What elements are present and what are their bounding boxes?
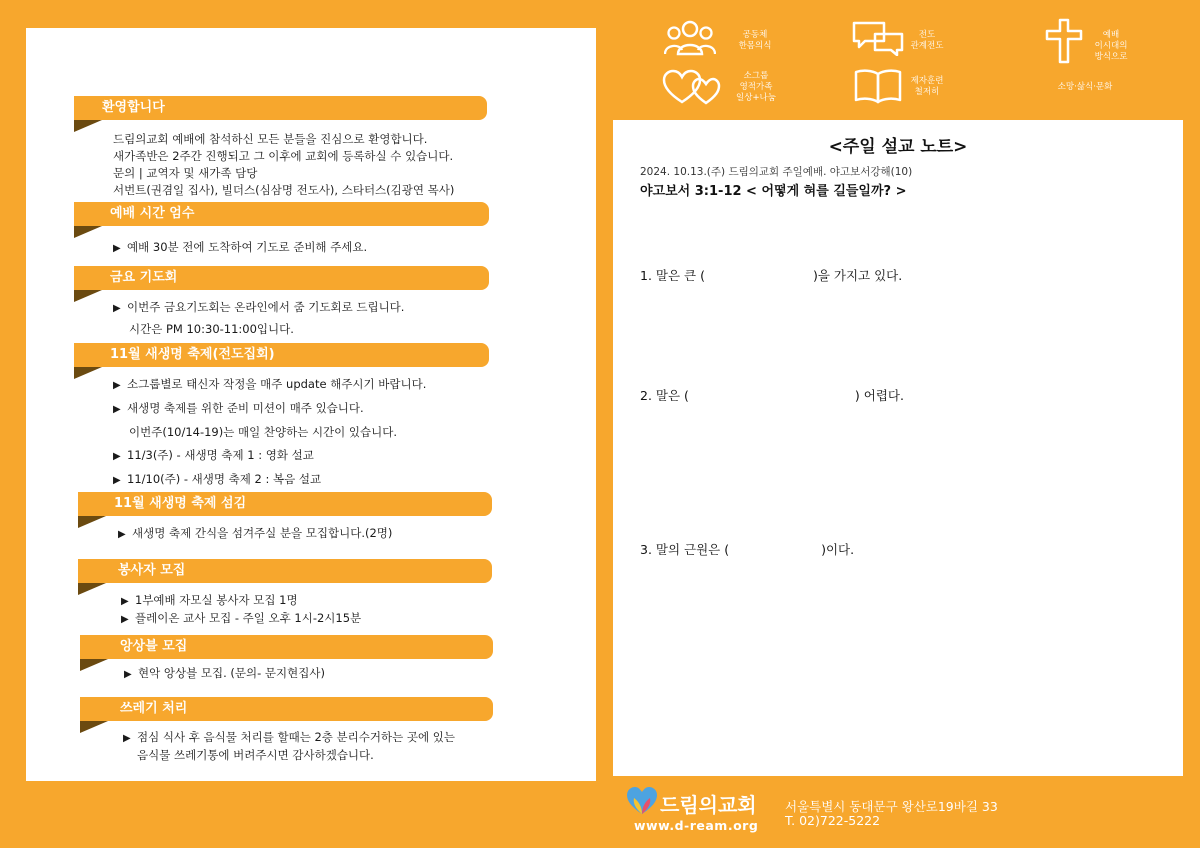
speech-bubbles-icon — [851, 20, 905, 56]
church-address: 서울특별시 동대문구 왕산로19바길 33 — [785, 799, 998, 814]
section-title: 금요 기도회 — [74, 266, 489, 290]
church-logo-icon — [626, 786, 658, 816]
triangle-bullet-icon: ▶ — [113, 380, 121, 391]
value-label: 전도 관계전도 — [910, 30, 944, 51]
ribbon-fold — [80, 721, 108, 733]
section-title: 11월 새생명 축제(전도집회) — [74, 343, 489, 367]
value-label: 예배 이시대의 방식으로 — [1094, 30, 1128, 62]
section-title: 환영합니다 — [74, 96, 487, 120]
ribbon-fold — [80, 659, 108, 671]
ribbon-fold — [74, 226, 102, 238]
section-title: 앙상블 모집 — [80, 635, 493, 659]
text-line: 11/3(주) - 새생명 축제 1 : 영화 설교 — [127, 448, 314, 462]
value-label: 제자훈련 철저히 — [910, 76, 944, 97]
church-url[interactable]: www.d-ream.org — [634, 818, 759, 833]
sermon-note-panel — [613, 120, 1183, 776]
text-line: 음식물 쓰레기통에 버려주시면 감사하겠습니다. — [137, 748, 374, 762]
cross-icon — [1045, 18, 1083, 64]
text-line: 소그룹별로 태신자 작정을 매주 update 해주시기 바랍니다. — [127, 377, 427, 391]
value-label: 소그룹 영적가족 일상+나눔 — [736, 71, 776, 103]
text-line: 이번주(10/14-19)는 매일 찬양하는 시간이 있습니다. — [129, 425, 398, 439]
triangle-bullet-icon: ▶ — [123, 733, 131, 744]
text-line: 시간은 PM 10:30-11:00입니다. — [129, 322, 294, 336]
text-line: 현악 앙상블 모집. (문의- 문지현집사) — [138, 666, 325, 680]
sermon-passage: 야고보서 3:1-12 < 어떻게 혀를 길들일까? > — [640, 184, 907, 199]
text-line: 새생명 축제 간식을 섬겨주실 분을 모집합니다.(2명) — [132, 526, 393, 540]
text-line: 드림의교회 예배에 참석하신 모든 분들을 진심으로 환영합니다. — [113, 132, 428, 146]
community-icon — [664, 20, 716, 56]
value-label: 공동체 한몸의식 — [738, 30, 772, 51]
church-phone: T. 02)722-5222 — [785, 813, 881, 828]
triangle-bullet-icon: ▶ — [113, 303, 121, 314]
triangle-bullet-icon: ▶ — [118, 529, 126, 540]
text-line: 새생명 축제를 위한 준비 미션이 매주 있습니다. — [127, 401, 364, 415]
text-line: 예배 30분 전에 도착하여 기도로 준비해 주세요. — [127, 240, 368, 254]
hearts-icon — [662, 69, 722, 105]
section-title: 예배 시간 엄수 — [74, 202, 489, 226]
note-question-2: 2. 말은 ( ) 어렵다. — [640, 388, 904, 403]
note-question-1: 1. 말은 큰 ( )을 가지고 있다. — [640, 268, 903, 283]
section-title: 봉사자 모집 — [78, 559, 492, 583]
text-line: 플레이온 교사 모집 - 주일 오후 1시-2시15분 — [135, 611, 362, 625]
text-line: 1부예배 자모실 봉사자 모집 1명 — [135, 593, 298, 607]
triangle-bullet-icon: ▶ — [113, 451, 121, 462]
text-line: 점심 식사 후 음식물 처리를 할때는 2층 분리수거하는 곳에 있는 — [137, 730, 455, 744]
ribbon-fold — [74, 290, 102, 302]
text-line: 새가족반은 2주간 진행되고 그 이후에 교회에 등록하실 수 있습니다. — [113, 149, 454, 163]
text-line: 11/10(주) - 새생명 축제 2 : 복음 설교 — [127, 472, 322, 486]
page-title: <주일 설교 노트> — [828, 137, 968, 157]
value-label: 소망·삶식·문화 — [1057, 82, 1113, 92]
ribbon-fold — [74, 367, 102, 379]
section-title: 쓰레기 처리 — [80, 697, 493, 721]
announcements-panel — [26, 28, 596, 781]
sermon-subtitle: 2024. 10.13.(주) 드림의교회 주일예배. 야고보서강해(10) — [640, 166, 913, 178]
text-line: 이번주 금요기도회는 온라인에서 줌 기도회로 드립니다. — [127, 300, 405, 314]
ribbon-fold — [78, 516, 106, 528]
note-question-3: 3. 말의 근원은 ( )이다. — [640, 542, 855, 557]
triangle-bullet-icon: ▶ — [121, 596, 129, 607]
triangle-bullet-icon: ▶ — [124, 669, 132, 680]
church-name: 드림의교회 — [660, 793, 757, 817]
triangle-bullet-icon: ▶ — [121, 614, 129, 625]
triangle-bullet-icon: ▶ — [113, 475, 121, 486]
text-line: 문의 | 교역자 및 새가족 담당 — [113, 166, 258, 180]
book-icon — [854, 68, 902, 104]
ribbon-fold — [74, 120, 102, 132]
section-title: 11월 새생명 축제 섬김 — [78, 492, 492, 516]
triangle-bullet-icon: ▶ — [113, 243, 121, 254]
text-line: 서번트(권겸일 집사), 빌더스(심삼명 전도사), 스타터스(김광연 목사) — [113, 183, 455, 197]
triangle-bullet-icon: ▶ — [113, 404, 121, 415]
ribbon-fold — [78, 583, 106, 595]
